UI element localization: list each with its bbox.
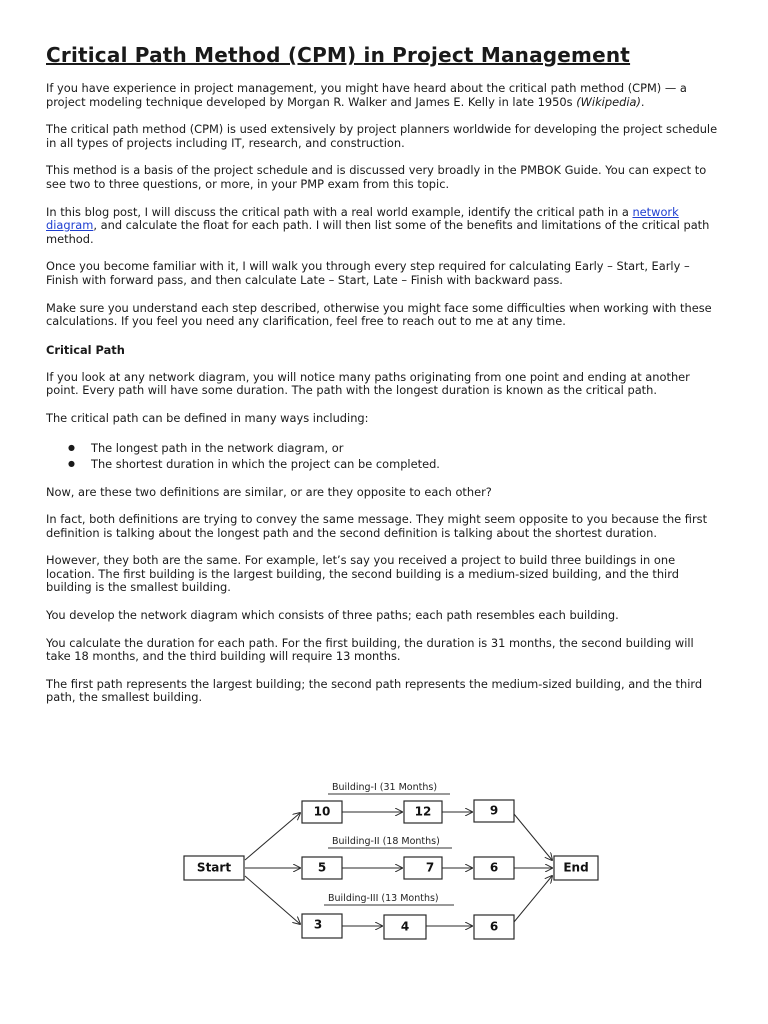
node-path3-c <box>474 915 514 939</box>
edge-path1-to-end <box>514 814 552 860</box>
node-path2-b <box>404 857 442 879</box>
svg-text:4: 4 <box>400 919 410 934</box>
intro-paragraph-2: The critical path method (CPM) is used extensively by project planners worldwide for developing the project schedule in all types of projects including IT, research, and construction. <box>46 122 718 150</box>
section-heading: Critical Path <box>46 342 125 357</box>
intro-paragraph-6: Make sure you understand each step described, otherwise you might face some difficulties when working with these calculations. If you feel you need any clarification, feel free to reach out to me at any time. <box>46 300 712 329</box>
svg-text:Start: Start <box>196 860 232 875</box>
svg-text:6: 6 <box>489 919 499 934</box>
wikipedia-citation: (Wikipedia) <box>576 94 641 109</box>
intro-paragraph-4: In this blog post, I will discuss the critical path with a real world example, identify the critical path in a network diagram, and calculate the float for each path. I will then list some of the benefits and limitations of the critical path method. <box>46 204 710 246</box>
network-diagram-link[interactable]: network diagram <box>46 204 679 233</box>
edge-path3-to-end <box>514 876 552 922</box>
node-end <box>554 856 598 880</box>
edge-start-to-path1 <box>245 813 300 860</box>
svg-text:5: 5 <box>317 860 327 875</box>
path-label-building-1: Building-I (31 Months) <box>332 782 438 793</box>
node-path1-c <box>474 800 514 822</box>
svg-text:9: 9 <box>489 803 499 818</box>
list-item: ● The longest path in the network diagram, or <box>46 440 718 456</box>
section-paragraph-5: However, they both are the same. For example, let’s say you received a project to build three buildings in one location. The first building is the largest building, the second building is a medium-sized building, and the third building is the smallest building. <box>46 553 679 595</box>
node-path2-a <box>302 857 342 879</box>
document <box>46 42 718 719</box>
svg-text:10: 10 <box>313 804 331 819</box>
node-path2-c <box>474 857 514 879</box>
list-item: ● The shortest duration in which the project can be completed. <box>46 456 718 472</box>
intro-paragraph-3: This method is a basis of the project schedule and is discussed very broadly in the PMBOK Guide. You can expect to see two to three questions, or more, in your PMP exam from this topic. <box>46 163 707 191</box>
section-paragraph-3: Now, are these two definitions are similar, or are they opposite to each other? <box>46 484 492 499</box>
network-diagram <box>180 776 600 941</box>
intro-paragraph-1: If you have experience in project management, you might have heard about the critical path method (CPM) — a project modeling technique developed by Morgan R. Walker and James E. Kelly in late 1950s (Wikipedia). <box>46 81 687 109</box>
node-path1-b <box>404 801 442 823</box>
svg-text:3: 3 <box>313 917 323 932</box>
path-label-building-3: Building-III (13 Months) <box>328 893 439 904</box>
svg-text:7: 7 <box>425 860 435 875</box>
node-path3-a <box>302 914 342 938</box>
path-label-building-2: Building-II (18 Months) <box>332 836 440 847</box>
edge-start-to-path3 <box>245 876 300 924</box>
node-path1-a <box>302 801 342 823</box>
node-start <box>184 856 244 880</box>
svg-text:12: 12 <box>414 804 432 819</box>
section-paragraph-6: You develop the network diagram which consists of three paths; each path resembles each building. <box>46 608 619 623</box>
node-path3-b <box>384 915 426 939</box>
section-paragraph-8: The first path represents the largest building; the second path represents the medium-sized building, and the third path, the smallest building. <box>46 676 703 705</box>
section-paragraph-4: In fact, both definitions are trying to convey the same message. They might seem opposite to you because the first definition is talking about the longest path and the second definition is talking about the shortest duration. <box>46 512 708 540</box>
svg-text:End: End <box>563 860 589 875</box>
section-paragraph-2: The critical path can be defined in many ways including: <box>46 410 369 425</box>
network-diagram-svg <box>180 776 600 941</box>
page-title: Critical Path Method (CPM) in Project Management <box>46 43 631 67</box>
section-paragraph-1: If you look at any network diagram, you will notice many paths originating from one point and ending at another point. Every path will have some duration. The path with the longest duration is known as the critical path. <box>46 369 690 398</box>
section-paragraph-7: You calculate the duration for each path. For the first building, the duration is 31 months, the second building will take 18 months, and the third building will require 13 months. <box>46 635 694 664</box>
definition-list <box>46 440 718 472</box>
svg-text:6: 6 <box>489 860 499 875</box>
intro-paragraph-5: Once you become familiar with it, I will walk you through every step required for calculating Early – Start, Early – Finish with forward pass, and then calculate Late – Start, Late – Finish with backward pass. <box>46 259 690 287</box>
